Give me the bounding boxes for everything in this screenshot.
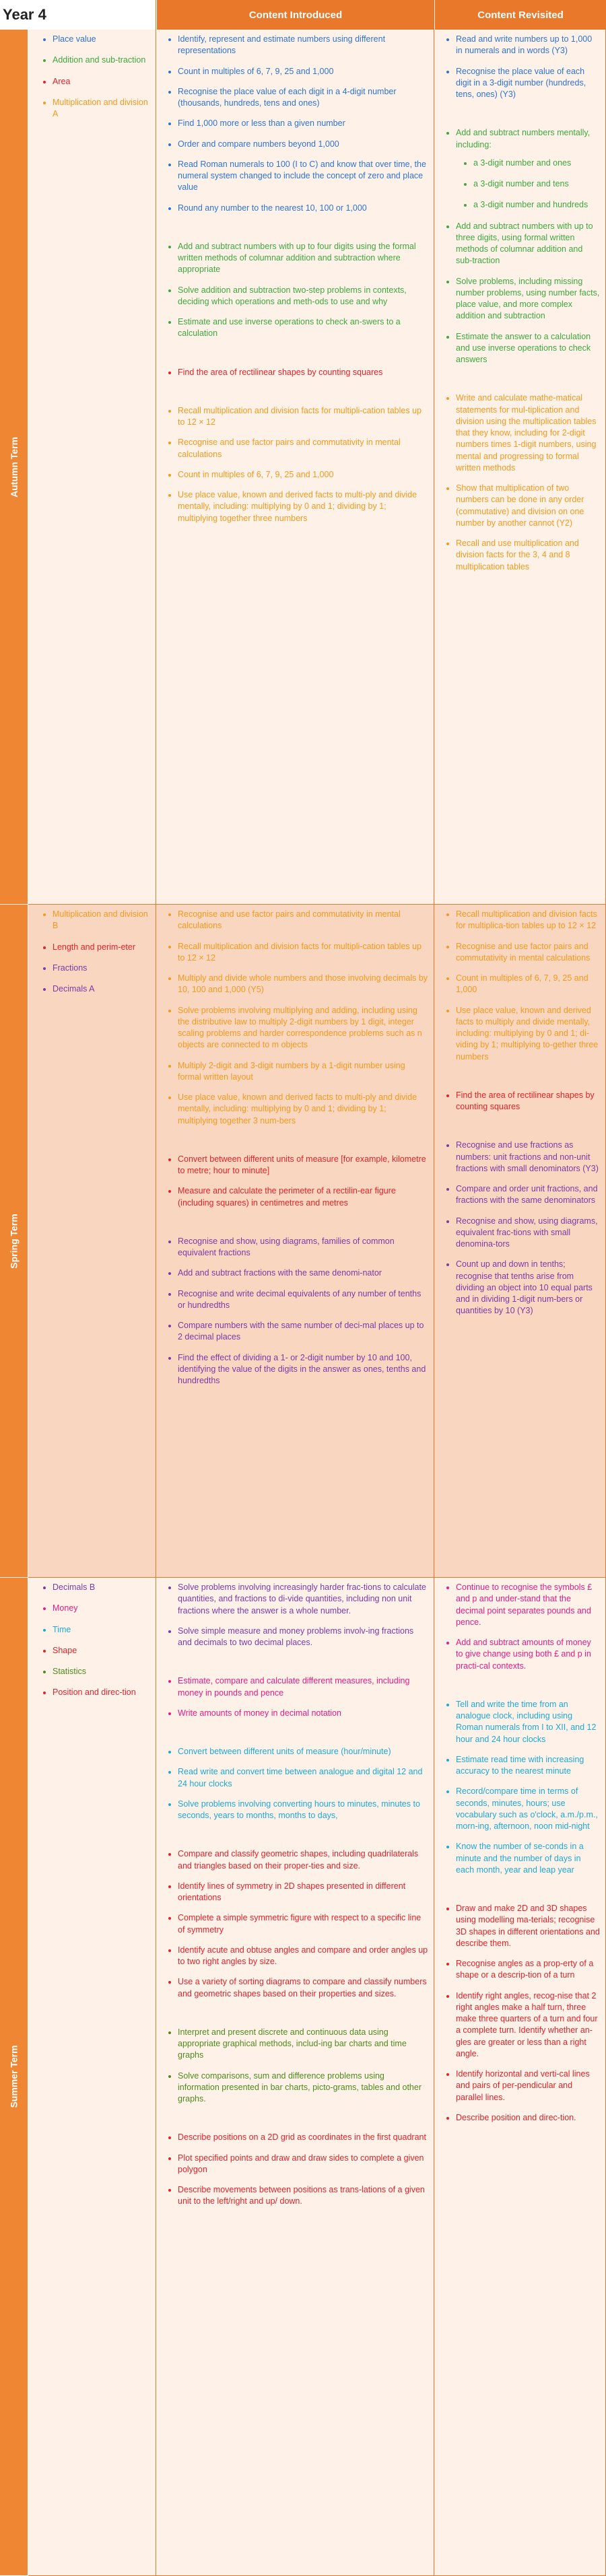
topic-item xyxy=(53,942,150,953)
objective-item xyxy=(178,1092,428,1127)
objective-item xyxy=(178,1976,428,2000)
objective-item xyxy=(456,34,600,57)
objective-text: Recognise and use factor pairs and commutativity in mental calculations xyxy=(178,438,401,459)
objective-item xyxy=(178,66,428,77)
objective-item xyxy=(178,203,428,214)
objective-item xyxy=(178,1848,428,1872)
objective-item xyxy=(178,241,428,276)
objective-text: Solve simple measure and money problems involv-ing fractions and decimals to two decimal places. xyxy=(178,1626,414,1647)
topics-cell xyxy=(28,905,156,1578)
objective-text: Identify, represent and estimate numbers using different representations xyxy=(178,34,386,56)
topic-label: Multiplication and division A xyxy=(53,97,148,118)
objective-item xyxy=(178,1236,428,1259)
topic-item xyxy=(53,76,150,88)
objective-item xyxy=(456,221,600,267)
objective-item xyxy=(178,489,428,524)
objective-text: Describe position and direc-tion. xyxy=(456,2112,576,2122)
topic-label: Decimals A xyxy=(53,984,95,994)
objective-item xyxy=(456,1990,600,2060)
objective-text: Draw and make 2D and 3D shapes using modelling ma-terials; recognise 3D shapes in different orientations and describe them. xyxy=(456,1904,600,1948)
objective-text: Multiply and divide whole numbers and those involving decimals by 10, 100 and 1,000 (Y5) xyxy=(178,973,428,995)
objective-text: Solve problems involving multiplying and adding, including using the distributive law to multiply 2-digit numbers by 1 digit, integer scaling problems and harder correspondence problems such as n objects are connected to m objects xyxy=(178,1005,422,1050)
revisited-cell xyxy=(434,30,606,905)
objective-text: Read write and convert time between analogue and digital 12 and 24 hour clocks xyxy=(178,1767,423,1788)
topic-item xyxy=(53,55,150,66)
topic-label: Place value xyxy=(53,34,96,44)
topic-label: Addition and sub-traction xyxy=(53,55,146,65)
topic-item xyxy=(53,34,150,45)
objective-item xyxy=(178,1060,428,1084)
objective-text: Recognise and use factor pairs and commutativity in mental calculations xyxy=(178,909,401,931)
objective-text: Estimate and use inverse operations to check an-swers to a calculation xyxy=(178,317,401,339)
sub-list xyxy=(456,158,600,211)
term-row-spring xyxy=(0,905,606,1578)
objective-text: Use place value, known and derived facts to multi-ply and divide mentally, including: multiplying by 0 and 1; dividing by 1; multiplying together 3 num-bers xyxy=(178,1092,417,1125)
objective-item xyxy=(456,1786,600,1832)
objective-item xyxy=(178,1675,428,1699)
objective-text: Identify right angles, recog-nise that 2 right angles make a half turn, three make three quarters of a turn and four a complete turn. Identify whether an-gles are greater or less than a right angle. xyxy=(456,1990,598,2058)
objective-text: Recognise and show, using diagrams, families of common equivalent fractions xyxy=(178,1236,395,1257)
sub-item: • a 3-digit number and hundreds xyxy=(473,199,600,211)
topic-item xyxy=(53,1666,150,1677)
objective-text: Recognise and use factor pairs and commutativity in mental calculations xyxy=(456,941,591,963)
objective-text: Solve problems, including missing number problems, using number facts, place value, and more complex addition and subtraction xyxy=(456,276,600,321)
objective-text: Recognise angles as a prop-erty of a shape or a descrip-tion of a turn xyxy=(456,1959,594,1980)
objective-item xyxy=(178,1582,428,1617)
topic-item xyxy=(53,1645,150,1657)
objective-text: Convert between different units of measure [for example, kilometre to metre; hour to minute] xyxy=(178,1154,426,1175)
topic-label: Shape xyxy=(53,1645,77,1655)
objective-item xyxy=(456,127,600,211)
objective-item xyxy=(456,66,600,101)
topic-label: Statistics xyxy=(53,1667,87,1676)
objective-text: Recognise and write decimal equivalents of any number of tenths or hundredths xyxy=(178,1288,422,1310)
term-label: Spring Term xyxy=(0,905,28,1578)
objective-text: Add and subtract numbers mentally, including: xyxy=(456,128,591,149)
objective-text: Describe movements between positions as trans-lations of a given unit to the left/right and up/ down. xyxy=(178,2185,425,2206)
objective-item xyxy=(178,1154,428,1177)
topic-label: Area xyxy=(53,76,71,86)
page-title: Year 4 xyxy=(0,0,156,30)
objective-item xyxy=(178,1267,428,1279)
objective-text: Complete a simple symmetric figure with respect to a specific line of symmetry xyxy=(178,1913,422,1935)
sub-item: • a 3-digit number and ones xyxy=(473,158,600,169)
objective-text: Solve comparisons, sum and difference problems using information presented in bar charts, picto-grams, tables and other graphs. xyxy=(178,2070,422,2103)
objective-text: Describe positions on a 2D grid as coordinates in the first quadrant xyxy=(178,2132,426,2143)
objective-text: Use place value, known and derived facts to multiply and divide mentally, including: multiplying by 0 and 1; di-viding by 1; multiplying to-gether three numbers xyxy=(456,1005,599,1061)
sub-item: • a 3-digit number and tens xyxy=(473,178,600,190)
objective-item xyxy=(456,1582,600,1628)
objective-text: Count up and down in tenths; recognise that tenths arise from dividing an object into 10 equal parts and in dividing 1-digit num-bers or quantities by 10 (Y3) xyxy=(456,1259,593,1316)
objective-text: Solve addition and subtraction two-step problems in contexts, deciding which operations and meth-ods to use and why xyxy=(178,285,407,306)
objective-item xyxy=(178,2184,428,2208)
objective-item xyxy=(178,1626,428,1649)
objective-text: Compare and classify geometric shapes, including quadrilaterals and triangles based on their proper-ties and size. xyxy=(178,1849,419,1871)
objective-text: Read Roman numerals to 100 (I to C) and know that over time, the numeral system changed to include the concept of zero and place value xyxy=(178,159,426,193)
topic-item xyxy=(53,1603,150,1614)
topics-cell xyxy=(28,30,156,905)
term-row-summer xyxy=(0,1578,606,2576)
objective-item xyxy=(178,1185,428,1209)
objective-text: Convert between different units of measure (hour/minute) xyxy=(178,1747,391,1756)
topic-label: Money xyxy=(53,1603,78,1613)
objective-text: Write and calculate mathe-matical statements for mul-tiplication and division using the multiplication tables that they know, including for 2-digit numbers times 1-digit numbers, using mental and progressing to formal written methods xyxy=(456,393,597,473)
objective-text: Record/compare time in terms of seconds, minutes, hours; use vocabulary such as o'clock, a.m./p.m., morn-ing, afternoon, noon mid-night xyxy=(456,1786,598,1831)
topic-label: Multiplication and division B xyxy=(53,909,148,931)
objective-item xyxy=(456,392,600,474)
objective-text: Plot specified points and draw and draw sides to complete a given polygon xyxy=(178,2153,424,2174)
objective-item xyxy=(456,1754,600,1778)
objective-item xyxy=(456,2068,600,2103)
term-label: Autumn Term xyxy=(0,30,28,905)
objective-text: Find the area of rectilinear shapes by counting squares xyxy=(456,1090,595,1111)
objective-text: Find the area of rectilinear shapes by counting squares xyxy=(178,367,383,377)
term-row-autumn xyxy=(0,30,606,905)
objective-text: Add and subtract amounts of money to give change using both £ and p in practi-cal contexts. xyxy=(456,1638,591,1671)
objective-item xyxy=(178,86,428,110)
objective-text: Identify horizontal and verti-cal lines and pairs of per-pendicular and parallel lines. xyxy=(456,2069,590,2102)
term-label: Summer Term xyxy=(0,1578,28,2576)
topic-label: Position and direc-tion xyxy=(53,1687,136,1698)
objective-item xyxy=(178,941,428,965)
objective-item xyxy=(456,1699,600,1745)
objective-text: Estimate the answer to a calculation and use inverse operations to check answers xyxy=(456,331,591,364)
objective-text: Order and compare numbers beyond 1,000 xyxy=(178,139,339,149)
objective-text: Identify lines of symmetry in 2D shapes presented in different orientations xyxy=(178,1881,406,1902)
objective-item xyxy=(456,1841,600,1876)
objective-text: Solve problems involving increasingly harder frac-tions to calculate quantities, and fractions to di-vide quantities, including non unit fractions where the answer is a whole number. xyxy=(178,1582,426,1615)
objective-text: Continue to recognise the symbols £ and p and under-stand that the decimal point separates pounds and pence. xyxy=(456,1582,593,1627)
topic-label: Length and perim-eter xyxy=(53,942,135,952)
objective-text: Use a variety of sorting diagrams to compare and classify numbers and geometric shapes based on their properties and sizes. xyxy=(178,1977,427,1998)
objective-item xyxy=(456,973,600,996)
objective-text: Multiply 2-digit and 3-digit numbers by a 1-digit number using formal written layout xyxy=(178,1060,405,1082)
objective-text: Know the number of se-conds in a minute and the number of days in each month, year and leap year xyxy=(456,1842,584,1875)
objective-item xyxy=(178,1912,428,1936)
objective-text: Add and subtract fractions with the same denomi-nator xyxy=(178,1268,382,1278)
introduced-cell xyxy=(156,30,434,905)
objective-item xyxy=(178,1320,428,1344)
objective-item xyxy=(178,2132,428,2143)
objective-item xyxy=(178,1799,428,1822)
objective-item xyxy=(178,1288,428,1312)
objective-item xyxy=(178,469,428,481)
objective-text: Use place value, known and derived facts to multi-ply and divide mentally, including: multiplying by 0 and 1; dividing by 1; multiplying together three numbers xyxy=(178,490,417,523)
objective-text: Recognise and show, using diagrams, equivalent frac-tions with small denomina-tors xyxy=(456,1216,598,1249)
objective-item xyxy=(178,139,428,150)
objective-text: Recognise the place value of each digit in a 3-digit number (hundreds, tens, ones) (Y3) xyxy=(456,66,586,99)
objective-item xyxy=(178,909,428,932)
topic-item xyxy=(53,909,150,932)
objective-item xyxy=(456,276,600,322)
introduced-cell xyxy=(156,1578,434,2576)
objective-item xyxy=(456,2112,600,2124)
objective-item xyxy=(178,1746,428,1757)
header-content-introduced: Content Introduced xyxy=(156,0,434,30)
objective-item xyxy=(456,1216,600,1251)
objective-text: Recall multiplication and division facts for multipli-cation tables up to 12 × 12 xyxy=(178,941,422,963)
objective-text: Write amounts of money in decimal notation xyxy=(178,1708,341,1718)
objective-text: Recognise the place value of each digit in a 4-digit number (thousands, hundreds, tens and ones) xyxy=(178,86,397,108)
objective-text: Show that multiplication of two numbers can be done in any order (commutative) and division on one number by another cannot (Y2) xyxy=(456,483,584,528)
header-content-revisited: Content Revisited xyxy=(434,0,606,30)
topic-item xyxy=(53,97,150,120)
objective-item xyxy=(178,1708,428,1719)
objective-item xyxy=(178,405,428,429)
objective-item xyxy=(178,2153,428,2176)
topic-label: Decimals B xyxy=(53,1582,96,1592)
objective-text: Find the effect of dividing a 1- or 2-digit number by 10 and 100, identifying the value of the digits in the answer as ones, tenths and hundredths xyxy=(178,1352,426,1385)
objective-item xyxy=(178,437,428,460)
objective-text: Recall multiplication and division facts for multipli-cation tables up to 12 × 12 xyxy=(178,405,422,427)
objective-item xyxy=(456,1903,600,1949)
objective-item xyxy=(178,118,428,129)
objective-text: Solve problems involving converting hours to minutes, minutes to seconds, years to months, months to days, xyxy=(178,1799,420,1820)
objective-item xyxy=(178,1005,428,1051)
topic-item xyxy=(53,1687,150,1698)
objective-text: Identify acute and obtuse angles and compare and order angles up to two right angles by size. xyxy=(178,1945,428,1966)
objective-text: Count in multiples of 6, 7, 9, 25 and 1,000 xyxy=(178,66,334,76)
objective-text: Add and subtract numbers with up to three digits, using formal written methods of columnar addition and sub-traction xyxy=(456,221,593,266)
objective-text: Compare numbers with the same number of deci-mal places up to 2 decimal places xyxy=(178,1321,424,1342)
objective-text: Count in multiples of 6, 7, 9, 25 and 1,000 xyxy=(456,973,588,995)
objective-item xyxy=(178,1766,428,1790)
introduced-cell xyxy=(156,905,434,1578)
objective-item xyxy=(178,34,428,57)
revisited-cell xyxy=(434,905,606,1578)
objective-item xyxy=(178,973,428,996)
topics-cell xyxy=(28,1578,156,2576)
objective-item xyxy=(178,285,428,308)
objective-item xyxy=(456,1140,600,1175)
objective-text: Recognise and use fractions as numbers: unit fractions and non-unit fractions with small denominators (Y3) xyxy=(456,1140,599,1173)
objective-item xyxy=(456,1637,600,1672)
topic-label: Time xyxy=(53,1624,71,1634)
objective-item xyxy=(456,909,600,932)
objective-text: Recall and use multiplication and division facts for the 3, 4 and 8 multiplication tables xyxy=(456,538,579,571)
revisited-cell xyxy=(434,1578,606,2576)
objective-item xyxy=(456,1090,600,1113)
topic-item xyxy=(53,1624,150,1636)
objective-text: Interpret and present discrete and continuous data using appropriate graphical methods, includ-ing bar charts and time graphs xyxy=(178,2027,407,2060)
objective-item xyxy=(456,1958,600,1982)
objective-text: Find 1,000 more or less than a given number xyxy=(178,118,345,129)
topic-item xyxy=(53,983,150,995)
objective-text: Estimate, compare and calculate different measures, including money in pounds and pence xyxy=(178,1676,410,1698)
objective-text: Add and subtract numbers with up to four digits using the formal written methods of columnar addition and subtraction where appropriate xyxy=(178,241,416,275)
objective-text: Read and write numbers up to 1,000 in numerals and in words (Y3) xyxy=(456,34,593,56)
objective-item xyxy=(456,941,600,965)
objective-text: Tell and write the time from an analogue clock, including using Roman numerals from I to XII, and 12 hour and 24 hour clocks xyxy=(456,1699,597,1744)
topic-item xyxy=(53,1582,150,1593)
objective-text: Recall multiplication and division facts for multiplica-tion tables up to 12 × 12 xyxy=(456,909,597,931)
objective-item xyxy=(178,316,428,340)
objective-text: Compare and order unit fractions, and fractions with the same denominators xyxy=(456,1184,598,1206)
objective-item xyxy=(456,331,600,366)
objective-item xyxy=(178,159,428,194)
topic-item xyxy=(53,963,150,974)
objective-item xyxy=(456,1183,600,1207)
objective-text: Estimate read time with increasing accuracy to the nearest minute xyxy=(456,1754,584,1776)
objective-item xyxy=(456,483,600,529)
topic-label: Fractions xyxy=(53,963,88,973)
objective-item xyxy=(178,1945,428,1968)
objective-item xyxy=(456,1005,600,1063)
objective-text: Round any number to the nearest 10, 100 or 1,000 xyxy=(178,203,367,213)
objective-item xyxy=(178,2070,428,2105)
objective-item xyxy=(178,2027,428,2062)
objective-item xyxy=(456,538,600,573)
objective-text: Count in multiples of 6, 7, 9, 25 and 1,000 xyxy=(178,469,334,479)
objective-item xyxy=(178,367,428,378)
objective-item xyxy=(178,1881,428,1904)
objective-item xyxy=(178,1352,428,1387)
objective-item xyxy=(456,1259,600,1317)
objective-text: Measure and calculate the perimeter of a rectilin-ear figure (including squares) in centimetres and metres xyxy=(178,1186,396,1208)
